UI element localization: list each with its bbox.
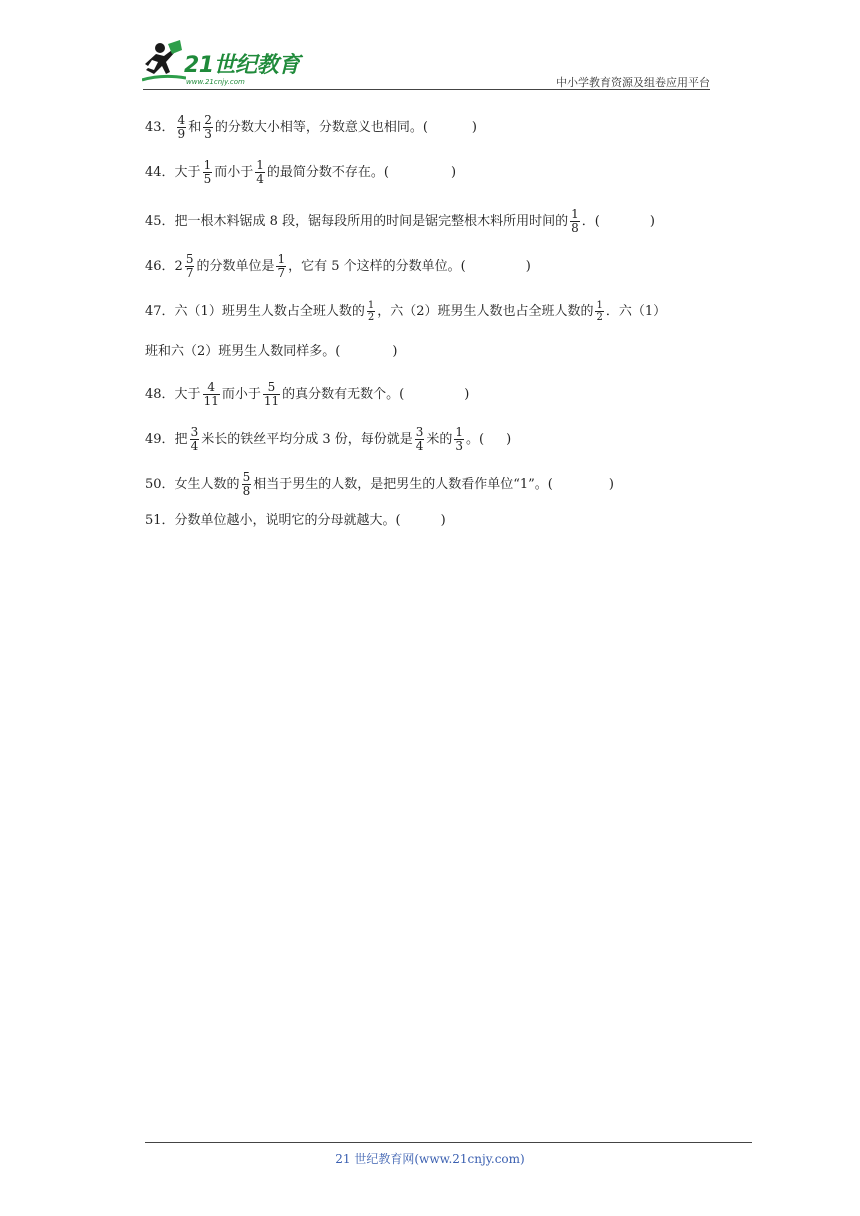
question-text: 的分数单位是 (196, 258, 275, 274)
question-text: 分数单位越小，说明它的分母就越大。( (174, 513, 401, 528)
question-text: 六（1）班男生人数占全班人数的 (174, 303, 365, 319)
question-text: ．( (581, 213, 600, 229)
close-paren: ) (392, 344, 398, 359)
question-number: 48． (145, 386, 175, 402)
question-number: 46． (145, 258, 175, 274)
fraction: $\frac{5}{7}$ (185, 252, 194, 280)
question-text: 米长的铁丝平均分成 3 份，每份就是 (201, 431, 413, 447)
question-50 (145, 471, 614, 498)
question-number: 51． (145, 513, 175, 528)
question-47-line2 (145, 342, 397, 362)
fraction: $\frac{4}{11}$ (203, 380, 219, 408)
header-divider (143, 89, 710, 90)
runner-icon (142, 40, 186, 90)
footer-text: 21 世纪教育网(www.21cnjy.com) (335, 1152, 525, 1166)
close-paren: ) (464, 386, 470, 402)
question-text: ，它有 5 个这样的分数单位。( (288, 258, 466, 274)
question-text: 的真分数有无数个。( (282, 386, 405, 402)
fraction: $\frac{2}{3}$ (204, 113, 212, 141)
fraction: $\frac{3}{4}$ (190, 425, 199, 453)
platform-label: 中小学教育资源及组卷应用平台 (556, 76, 710, 89)
question-text: 的最简分数不存在。( (266, 164, 389, 180)
question-text: 而小于 (221, 386, 261, 402)
question-text: 和 (188, 119, 202, 135)
close-paren: ) (450, 164, 457, 180)
question-text: 大于 (174, 164, 201, 180)
question-number: 45． (145, 213, 175, 229)
question-number: 43． (145, 119, 175, 135)
question-number: 50． (145, 476, 175, 492)
fraction: $\frac{1}{7}$ (277, 252, 286, 280)
close-paren: ) (440, 513, 446, 528)
fraction: $\frac{1}{5}$ (203, 158, 212, 186)
fraction: $\frac{3}{4}$ (415, 425, 424, 453)
question-text: 。( (466, 431, 485, 447)
question-text: 相当于男生的人数，是把男生的人数看作单位“1”。( (253, 476, 553, 492)
question-text: 的分数大小相等，分数意义也相同。( (214, 119, 428, 135)
fraction: $\frac{1}{4}$ (256, 158, 264, 186)
fraction: $\frac{1}{2}$ (596, 300, 603, 323)
question-text: 把 (174, 431, 188, 447)
close-paren: ) (525, 258, 531, 274)
question-text: ，六（2）班男生人数也占全班人数的 (377, 303, 594, 319)
page-header (0, 0, 860, 100)
question-46 (145, 253, 531, 280)
question-text: 而小于 (214, 164, 254, 180)
mixed-number-whole: 2 (174, 258, 183, 274)
question-44 (145, 159, 456, 186)
question-48 (145, 381, 469, 408)
close-paren: ) (608, 476, 614, 492)
logo-url: www.21cnjy.com (186, 78, 245, 86)
logo-text: 21世纪教育 (184, 53, 300, 78)
question-45 (145, 208, 655, 235)
fraction: $\frac{4}{9}$ (177, 113, 186, 141)
fraction: $\frac{5}{11}$ (263, 380, 280, 408)
close-paren: ) (471, 119, 477, 135)
close-paren: ) (649, 213, 655, 229)
question-text: 把一根木料锯成 8 段，锯每段所用的时间是锯完整根木料所用时间的 (174, 213, 569, 229)
question-47 (145, 300, 666, 323)
site-logo (142, 40, 312, 92)
fraction: $\frac{1}{8}$ (571, 207, 579, 235)
close-paren: ) (506, 431, 512, 447)
question-text: 米的 (426, 431, 453, 447)
fraction: $\frac{1}{3}$ (455, 425, 464, 453)
question-43 (145, 114, 477, 141)
question-text: 女生人数的 (174, 476, 240, 492)
fraction: $\frac{5}{8}$ (242, 470, 251, 498)
question-number: 44． (145, 164, 175, 180)
question-number: 47． (145, 303, 175, 319)
question-text: ．六（1） (605, 303, 667, 319)
question-text: 班和六（2）班男生人数同样多。( (145, 344, 341, 359)
question-number: 49． (145, 431, 175, 447)
question-49 (145, 426, 511, 453)
question-51 (145, 511, 446, 531)
fraction: $\frac{1}{2}$ (367, 300, 375, 323)
footer-divider (145, 1142, 752, 1143)
question-text: 大于 (174, 386, 201, 402)
